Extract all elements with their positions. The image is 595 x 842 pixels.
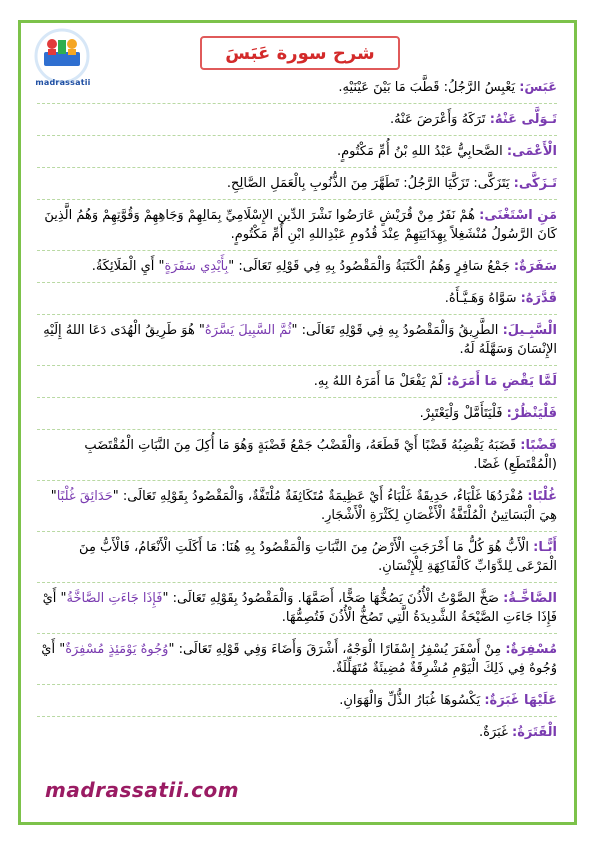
glossary-term: مُسْفِرَةٌ:	[505, 642, 557, 657]
glossary-entry	[37, 430, 557, 481]
logo-text: madrassatii	[35, 78, 91, 87]
glossary-term: فَلْيَنْظُرْ:	[506, 406, 557, 421]
glossary-term: أَبًّـا:	[533, 540, 557, 555]
glossary-definition: لَمْ يَفْعَلْ مَا أَمَرَهُ اللهُ بِهِ.	[313, 374, 443, 389]
glossary-definition: الطَّرِيقُ وَالْمَقْصُودُ بِهِ فِي قَوْلِهِ تَعَالَى: "	[291, 323, 499, 338]
glossary-entry	[37, 251, 557, 283]
quran-quote: حَدَائِقَ غُلْبًا	[56, 489, 113, 504]
glossary-definition: تَرَكَهُ وَأَعْرَضَ عَنْهُ.	[390, 112, 486, 127]
glossary-term: قَدَّرَهُ:	[520, 291, 557, 306]
glossary-entry	[37, 315, 557, 366]
glossary-entry	[37, 481, 557, 532]
glossary-term: غُلْبًا:	[527, 489, 557, 504]
glossary-term: الْقَتَرَةُ:	[512, 725, 557, 740]
glossary-entry	[37, 200, 557, 251]
glossary-definition-continued: " أَيْ فَإِذَا جَاءَتِ الصَّيْحَةُ الشَّدِيدَةُ الَّتِي تَصُخُّ الْأُذُنَ فَتُصِمُّهَا.	[42, 591, 557, 625]
glossary-definition: قَضَبَهُ يَقْضِبُهُ قَضْبًا أَيْ قَطَعَهُ، وَالْقَضْبُ جَمْعُ قَضْبَةٍ وَهُوَ مَا أُكِلَ مِنَ النَّبَاتِ الْمُقْتَضَبِ (الْمُقْتَطَعِ) غَضًا.	[84, 438, 557, 472]
quran-quote: بِأَيْدِي سَفَرَةٍ	[164, 259, 229, 274]
glossary-term: مَنِ اسْتَغْنَى:	[479, 208, 557, 223]
glossary-definition: سَوَّاهُ وَهَـيَّـأَهُ.	[444, 291, 517, 306]
glossary-definition: الصَّحابِيُّ عَبْدُ اللهِ بْنُ أُمِّ مَكْتُومٍ.	[336, 144, 503, 159]
glossary-entry	[37, 72, 557, 104]
glossary-definition: جَمْعُ سَافِرٍ وَهُمُ الْكَتَبَةُ وَالْمَقْصُودُ بِهِ فِي قَوْلِهِ تَعَالَى: "	[228, 259, 510, 274]
glossary-entry	[37, 532, 557, 583]
glossary-definition-continued: " هُوَ طَرِيقُ الْهُدَى دَعَا اللهُ إِلَيْهِ الإِنْسَانَ وَسَهَّلَهُ لَهُ.	[43, 323, 557, 357]
glossary-definition: يَكْسُوهَا غُبَارُ الذُّلِّ وَالْهَوَانِ.	[339, 693, 481, 708]
glossary-term: سَفَرَةٌ:	[513, 259, 557, 274]
quran-quote: وُجُوهٌ يَوْمَئِذٍ مُسْفِرَةٌ	[65, 642, 169, 657]
glossary-entry	[37, 366, 557, 398]
glossary-term: لَمَّا يَقْضِ مَا أَمَرَهُ:	[446, 374, 557, 389]
glossary-term: تَـوَلَّى عَنْهُ:	[489, 112, 557, 127]
glossary-term: الْأَعْمَى:	[506, 144, 557, 159]
glossary-entry	[37, 685, 557, 717]
glossary-list	[37, 72, 557, 748]
glossary-definition: يَتَزَكَّى: تَزَكَّيَا الرَّجُلُ: تَطَهَّرَ مِنَ الذُّنُوبِ بِالْعَمَلِ الصَّالِحِ.	[226, 176, 510, 191]
glossary-definition-continued: " أَيِ الْمَلَائِكَةُ.	[91, 259, 165, 274]
glossary-entry	[37, 398, 557, 430]
glossary-entry	[37, 283, 557, 315]
glossary-term: تَـزَكَّى:	[513, 176, 557, 191]
glossary-term: قَضْبًا:	[520, 438, 557, 453]
glossary-definition: مِنْ أَسْفَرَ يُسْفِرُ إِسْفَارًا الْوَجْهُ، أَشْرَقَ وَأَضَاءَ وَفِي قَوْلِهِ تَعَالَى: "	[168, 642, 502, 657]
glossary-definition-continued: " أَيْ وُجُوهٌ فِي ذَلِكَ الْيَوْمِ مُشْرِقَةٌ مُضِيئَةٌ مُتَهَلِّلَةٌ.	[41, 642, 557, 676]
footer-site-name: madrassatii.com	[45, 778, 240, 802]
glossary-entry	[37, 168, 557, 200]
glossary-entry	[37, 717, 557, 748]
glossary-term: الْسَّبِـيلَ:	[502, 323, 557, 338]
glossary-definition: هُمْ نَفَرٌ مِنْ قُرَيْشٍ عَارَضُوا نَشْرَ الدِّينِ الإِسْلَامِيِّ بِمَالِهِمْ وَجَاهِهِمْ وَقُوَّتِهِمْ وَهُمُ الَّذِينَ كَانَ الرَّسُولُ مُنْشَغِلاً بِهِدَايَتِهِمْ عِنْدَ قُدُومِ عَبْدِاللهِ ابْنِ أُمِّ مَكْتُومٍ.	[44, 208, 557, 242]
glossary-definition: فَلْيَتَأَمَّلْ وَلْيَعْتَبِرْ.	[419, 406, 503, 421]
glossary-term: عَبَسَ:	[519, 80, 557, 95]
glossary-definition: الْأَبُّ هُوَ كُلُّ مَا أَخْرَجَتِ الْأَرْضُ مِنَ النَّبَاتِ وَالْمَقْصُودُ بِهِ هُنَا: مَا أَكَلَتِ الْأَنْعَامُ، فَالْأَبُّ مِنَ الْمَرْعَى لِلدَّوَابِّ كَالْفَاكِهَةِ لِلْإِنْسَانِ.	[79, 540, 557, 574]
glossary-term: الصَّاخَّـةُ:	[503, 591, 557, 606]
quran-quote: فَإِذَا جَاءَتِ الصَّاخَّةُ	[66, 591, 163, 606]
quran-quote: ثُمَّ السَّبِيلَ يَسَّرَهُ	[204, 323, 292, 338]
glossary-definition-continued: " هِيَ الْبَسَاتِينُ الْمُلْتَفَّةُ الْأَغْصَانِ لِكَثْرَةِ الْأَشْجَارِ.	[50, 489, 557, 523]
glossary-definition: مُفْرَدُهَا غَلْبَاءُ، حَدِيقَةٌ غَلْبَاءُ أَيْ عَظِيمَةٌ مُتَكَاثِفَةٌ مُلْتَفَّةٌ، وَالْمَقْصُودُ بِقَوْلِهِ تَعَالَى: "	[112, 489, 524, 504]
glossary-entry	[37, 104, 557, 136]
glossary-definition: غَبَرَةٌ.	[479, 725, 508, 740]
page-title: شرح سورة عَبَسَ	[200, 36, 400, 70]
glossary-definition: يَعْبِسُ الرَّجُلُ: قَطَّبَ مَا بَيْنَ عَيْنَيْهِ.	[338, 80, 516, 95]
glossary-entry	[37, 583, 557, 634]
glossary-definition: صَخَّ الصَّوْتُ الْأُذُنَ يَصُخُّهَا صَخًّا، أَصَمَّهَا. وَالْمَقْصُودُ بِقَوْلِهِ تَعَالَى: "	[162, 591, 499, 606]
glossary-term: عَلَيْهَا غَبَرَةٌ:	[484, 693, 557, 708]
glossary-entry	[37, 634, 557, 685]
glossary-entry	[37, 136, 557, 168]
